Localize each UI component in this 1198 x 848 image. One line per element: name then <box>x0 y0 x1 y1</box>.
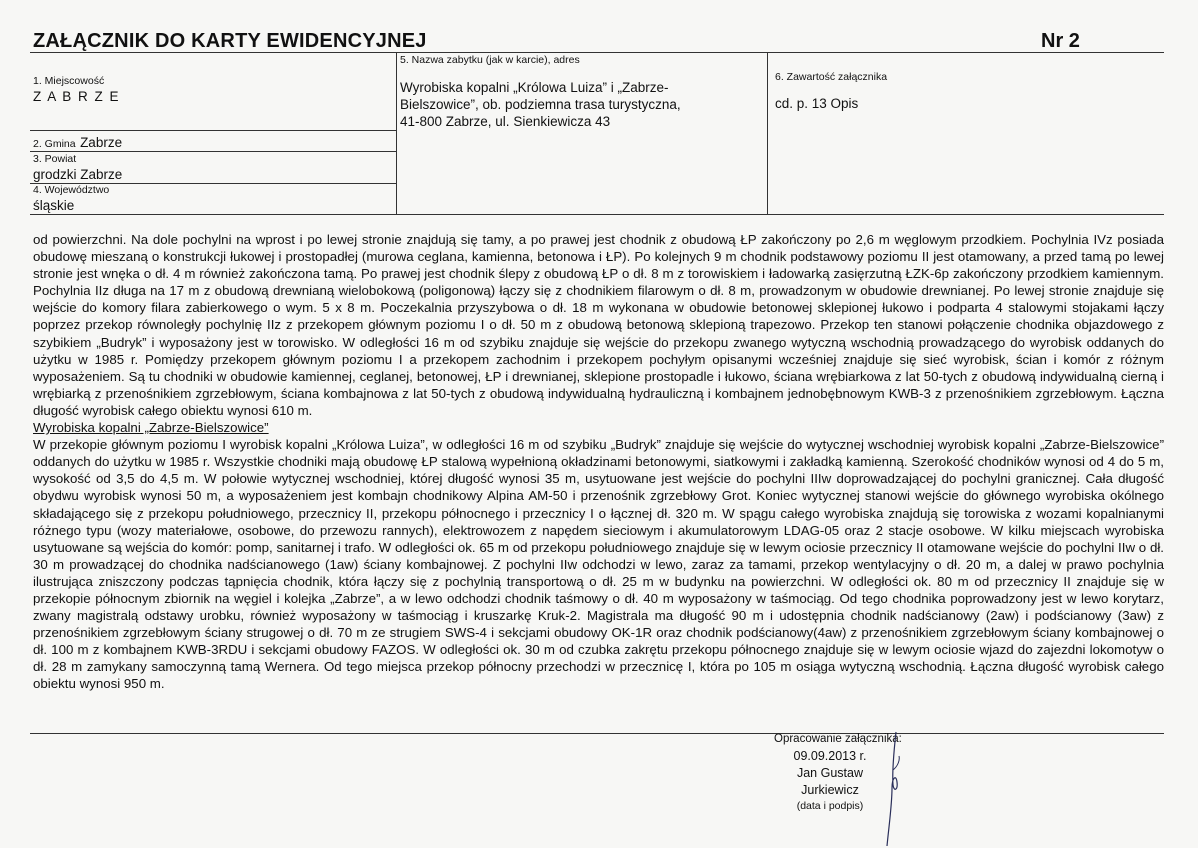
description-paragraph-2: W przekopie głównym poziomu I wyrobisk kopalni „Królowa Luiza”, w odległości 16 m od szybiku „Budryk” znajduje się wejście do wytycznej wschodniej wyrobisk kopalni „Zabrze-Bielszowice” oddanych do użytku w 1985 r. Wszystkie chodniki mają obudowę ŁP stalową wypełnioną okładzinami betonowymi, siatkowymi i zakładką kamienną. Szerokość chodników wynosi od 4 do 5 m, wysokość od 3,5 do 4,5 m. W połowie wytycznej wschodniej, której długość wynosi 35 m, usytuowane jest wejście do pochylni IIIw doprowadzającej do pochylni granicznej. Cała długość obydwu wyrobisk wynosi 50 m, a wyposażeniem jest kombajn chodnikowy Alpina AM-50 i przenośnik zgrzebłowy Grot. Koniec wytycznej stanowi wejście do głównego wyrobiska okólnego składającego się z przekopu południowego, przecznicy II, przekopu północnego i przecznicy I o łącznej dł. 320 m. W spągu całego wyrobiska znajdują się torowiska z wozami kopalnianymi różnego typu (wozy materiałowe, osobowe, do przewozu rannych), elektrowozem z napędem sieciowym i akumulatorowym LDAG-05 oraz 2 stacje osobowe. W kilku miejscach wyrobiska usytuowane są wejścia do komór: pomp, sanitarnej i trafo. W odległości ok. 65 m od przekopu południowego znajduje się w lewym ociosie przecznicy II otamowane wejście do pochylni IIw o dł. 30 m prowadzącej do chodnika nadścianowego (1aw) ściany kombajnowej. Z pochylni IIw odchodzi w lewo, zaraz za tamami, przekop wentylacyjny o dł. 20 m, a dalej w prawo pochylnia ilustrująca zniszczony podczas tąpnięcia chodnik, która łączy się z pochylnią transportową o dł. 25 m w budynku na powierzchni. W odległości ok. 80 m od przecznicy II znajduje się w przekopie północnym zbiornik na węgiel i kolejka „Zabrze”, a w lewo odchodzi chodnik taśmowy o dł. 40 m wyposażony w taśmociąg. Od tego chodnika poprowadzony jest w lewo korytarz, zwany magistralą odstawy urobku, również wyposażony w taśmociąg i kruszarkę Kruk-2. Magistrala ma długość 90 m i udostępnia chodnik nadścianowy (2aw) i podścianowy (3aw) z przenośnikiem zgrzebłowym ściany strugowej o dł. 70 m ze strugiem SWS-4 i sekcjami obudowy OK-1R oraz chodnik podścianowy(4aw) z przenośnikiem zgrzebłowym ściany kombajnowej o dł. 100 m z kombajnem KWB-3RDU i sekcjami obudowy FAZOS. W odległości ok. 30 m od czubka zakrętu przekopu północnego znajduje się w lewym ociosie wjazd do zajezdni lokomotyw o dł. 28 m zamykany samoczynną tamą Wernera. Od tego miejsca przekop północny przechodzi w przecznicę I, która po 105 m osiąga wytyczną wschodnią. Łączna długość wyrobisk całego obiektu wynosi 950 m. <box>33 437 1164 692</box>
zawartosc-value: cd. p. 13 Opis <box>775 96 859 111</box>
signature-name-2: Jurkiewicz <box>801 783 859 797</box>
nazwa-line-2: Bielszowice”, ob. podziemna trasa turystyczna, <box>400 97 681 112</box>
powiat-label: 3. Powiat <box>33 153 77 165</box>
gmina-field <box>33 134 122 152</box>
miejscowosc-label: 1. Miejscowość <box>33 75 105 87</box>
footer-separator <box>30 733 1164 734</box>
miejscowosc-value: Z A B R Z E <box>33 89 121 104</box>
wojewodztwo-value: śląskie <box>33 198 75 213</box>
column-divider-1 <box>396 52 397 214</box>
description-paragraph-1: od powierzchni. Na dole pochylni na wprost i po lewej stronie znajdują się tamy, a po prawej jest chodnik z obudową ŁP zakończony po 2,6 m węglowym przodkiem. Pochylnia IVz posiada obudowę mieszaną o konstrukcji łukowej i prostopadłej (murowa ceglana, kamienna, betonowa i ŁP). Po kolejnych 9 m chodnik podstawowy poziomu II jest otamowany, a przed tamą po lewej stronie jest wnęka o dł. 4 m również zakończona tamą. Po prawej jest chodnik ślepy z obudową ŁP o dł. 8 m z torowiskiem i ładowarką zasięrzutną ŁZK-6p zakończony przodkiem kamiennym. Pochylnia IIz długa na 17 m z obudową drewnianą wielobokową (poligonową) łączy się z chodnikiem filarowym o dł. 8 m, prowadzonym w obudowie drewnianej. Po lewej stronie znajduje się wejście do komory filara zabierkowego o wym. 5 x 8 m. Poczekalnia przyszybowa o dł. 18 m wykonana w obudowie betonowej sklepionej łukowo i podparta 4 stalowymi stojakami łączy poprzez przekop równoległy pochylnię IIz z przekopem głównym poziomu I o dł. 50 m z obudową betonową sklepioną trapezowo. Przekop ten stanowi połączenie chodnika objazdowego z szybikiem „Budryk” i wyposażony jest w torowisko. W odległości 16 m od szybiku znajduje się wejście do przekopu zwanego wytyczną wschodnią prowadzącego do wyrobisk oddanych do użytku w 1985 r. Pomiędzy przekopem głównym poziomu I a przekopem zachodnim i przekopem pochyłym opisanymi wcześniej znajduje się sieć wyrobisk, ścian i komór z różnym wyposażeniem. Są tu chodniki w obudowie kamiennej, ceglanej, betonowej, ŁP i drewnianej, sklepione prostopadle i łukowo, ściana wrębiarkowa z lat 50-tych z obudową indywidualną cierną i wrębiarką z przenośnikiem zgrzebłowym, ściana kombajnowa z lat 50-tych z obudową indywidualną hydrauliczną i kombajnem jednobębnowym KWB-3 z przenośnikiem zgrzebłowym. Łączna długość wyrobisk całego obiektu wynosi 610 m. <box>33 232 1164 418</box>
nazwa-line-1: Wyrobiska kopalni „Królowa Luiza” i „Zabrze- <box>400 80 669 95</box>
gmina-value: Zabrze <box>80 135 123 150</box>
signature-caption: (data i podpis) <box>796 800 864 812</box>
handwritten-signature <box>880 730 910 848</box>
zawartosc-label: 6. Zawartość załącznika <box>775 71 888 83</box>
powiat-value: grodzki Zabrze <box>33 167 123 182</box>
section-heading-zabrze-bielszowice: Wyrobiska kopalni „Zabrze-Bielszowice” <box>33 420 269 436</box>
nazwa-label: 5. Nazwa zabytku (jak w karcie), adres <box>400 54 580 66</box>
signature-name-1: Jan Gustaw <box>796 766 863 780</box>
document-title: ZAŁĄCZNIK DO KARTY EWIDENCYJNEJ <box>33 30 427 52</box>
description-body <box>33 231 1164 693</box>
attachment-number: Nr 2 <box>1041 30 1080 52</box>
nazwa-line-3: 41-800 Zabrze, ul. Sienkiewicza 43 <box>400 114 611 129</box>
table-top-border <box>30 52 1164 53</box>
gmina-label: 2. Gmina <box>33 138 76 150</box>
table-bottom-border <box>30 214 1164 215</box>
signature-label: Opracowanie załącznika: <box>774 733 902 745</box>
column-divider-2 <box>767 52 768 214</box>
row-divider-gmina <box>30 130 396 131</box>
signature-date: 09.09.2013 r. <box>793 749 867 763</box>
wojewodztwo-label: 4. Województwo <box>33 184 110 196</box>
